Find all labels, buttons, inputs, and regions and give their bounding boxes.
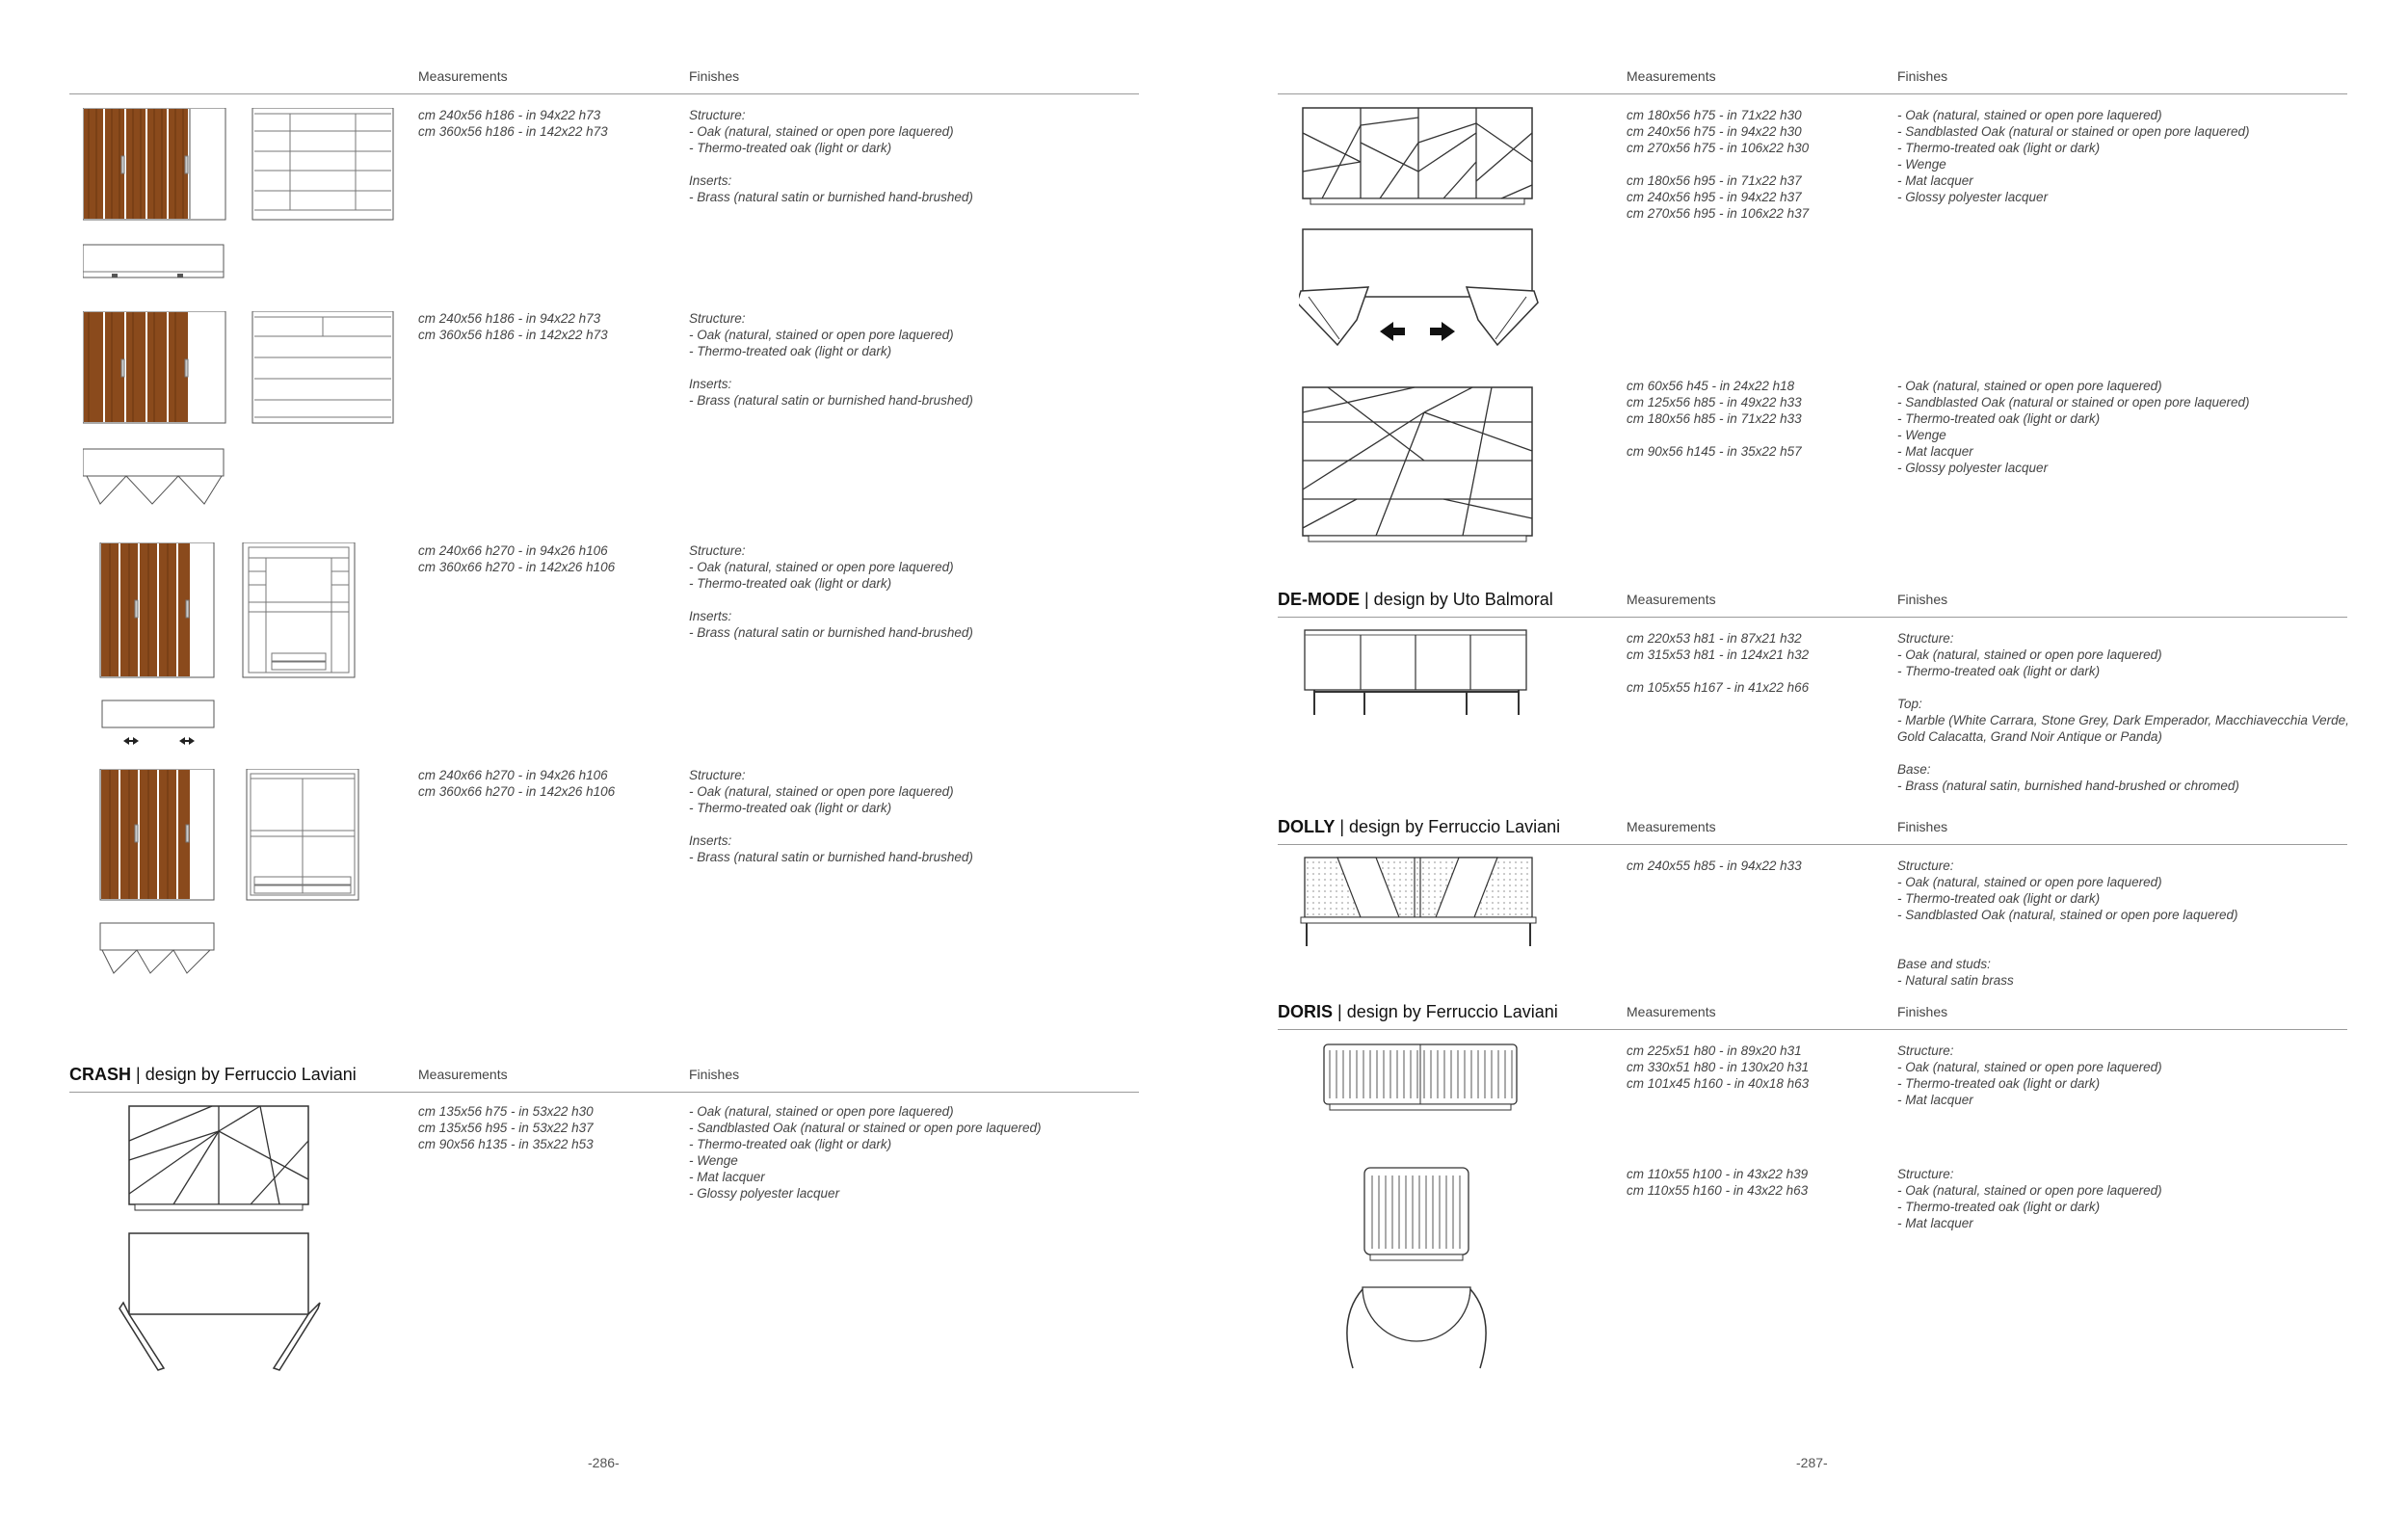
crash-measurements: cm 135x56 h75 - in 53x22 h30 cm 135x56 h95 - in 53x22 h37 cm 90x56 h135 - in 35x22 h53 xyxy=(418,1104,594,1151)
finishes-header: Finishes xyxy=(689,1067,740,1082)
wardrobe-drawing-4 xyxy=(96,769,385,979)
demode-designer: | design by Uto Balmoral xyxy=(1360,590,1553,609)
measurements-header: Measurements xyxy=(1627,819,1716,834)
doris-measurements-2: cm 110x55 h100 - in 43x22 h39 cm 110x55 h160 - in 43x22 h63 xyxy=(1627,1167,1809,1198)
doris-cabinet-drawing xyxy=(1334,1164,1507,1376)
doris-finishes-1: Structure: - Oak (natural, stained or open pore laquered) - Thermo-treated oak (light or dark) - Mat lacquer xyxy=(1897,1043,2162,1107)
header-rule xyxy=(69,93,1139,94)
measurements-header: Measurements xyxy=(1627,68,1716,84)
crash-cont-measurements-1: cm 180x56 h75 - in 71x22 h30 cm 240x56 h75 - in 94x22 h30 cm 270x56 h75 - in 106x22 h30 cm 180x56 h95 - in 71x22 h37 cm 240x56 h95 - in 94x22 h37 cm 270x56 h95 - in 106x22 h37 xyxy=(1627,108,1810,221)
dolly-title xyxy=(1278,817,1560,837)
wardrobe-drawing-3 xyxy=(96,542,385,750)
crash-dresser-drawing xyxy=(1299,383,1540,547)
measurements-header: Measurements xyxy=(418,68,508,84)
measurements-header: Measurements xyxy=(1627,592,1716,607)
finishes-header: Finishes xyxy=(1897,1004,1948,1019)
demode-finishes: Structure: - Oak (natural, stained or open pore laquered) - Thermo-treated oak (light or dark) Top: - Marble (White Carrara, Stone Grey, Dark Emperador, Macchiavecchia Verde, Gold Calacatta, Grand Noir Antique or Panda) Base: - Brass (natural satin, burnished hand-brushed or chromed) xyxy=(1897,631,2349,793)
measurements-header: Measurements xyxy=(1627,1004,1716,1019)
page-287 xyxy=(1204,0,2408,1532)
demode-measurements: cm 220x53 h81 - in 87x21 h32 cm 315x53 h81 - in 124x21 h32 cm 105x55 h167 - in 41x22 h66 xyxy=(1627,631,1810,695)
dolly-designer: | design by Ferruccio Laviani xyxy=(1335,817,1561,836)
crash-cont-measurements-2: cm 60x56 h45 - in 24x22 h18 cm 125x56 h85 - in 49x22 h33 cm 180x56 h85 - in 71x22 h33 cm 90x56 h145 - in 35x22 h57 xyxy=(1627,379,1802,459)
doris-name: DORIS xyxy=(1278,1002,1334,1021)
page-number-left: -286- xyxy=(588,1455,620,1470)
measurements-3: cm 240x66 h270 - in 94x26 h106 cm 360x66 h270 - in 142x26 h106 xyxy=(418,543,616,574)
finishes-header: Finishes xyxy=(1897,68,1948,84)
doris-designer: | design by Ferruccio Laviani xyxy=(1333,1002,1558,1021)
measurements-1: cm 240x56 h186 - in 94x22 h73 cm 360x56 h186 - in 142x22 h73 xyxy=(418,108,608,139)
demode-title xyxy=(1278,590,1553,610)
crash-designer: | design by Ferruccio Laviani xyxy=(131,1065,357,1084)
crash-cont-finishes-2: - Oak (natural, stained or open pore laquered) - Sandblasted Oak (natural or stained or open pore laquered) - Thermo-treated oak (light or dark) - Wenge - Mat lacquer - Glossy polyester lacquer xyxy=(1897,379,2250,475)
finishes-header: Finishes xyxy=(1897,819,1948,834)
finishes-1: Structure: - Oak (natural, stained or open pore laquered) - Thermo-treated oak (light or dark) Inserts: - Brass (natural satin or burnished hand-brushed) xyxy=(689,108,973,204)
crash-name: CRASH xyxy=(69,1065,132,1084)
crash-rule xyxy=(69,1092,1139,1093)
crash-cont-finishes-1: - Oak (natural, stained or open pore laquered) - Sandblasted Oak (natural or stained or open pore laquered) - Thermo-treated oak (light or dark) - Wenge - Mat lacquer - Glossy polyester lacquer xyxy=(1897,108,2250,204)
doris-measurements-1: cm 225x51 h80 - in 89x20 h31 cm 330x51 h80 - in 130x20 h31 cm 101x45 h160 - in 40x18 h63 xyxy=(1627,1043,1810,1091)
finishes-header: Finishes xyxy=(689,68,740,84)
wardrobe-drawing-1 xyxy=(83,108,401,286)
page-number-right: -287- xyxy=(1796,1455,1828,1470)
dolly-drawing xyxy=(1299,854,1540,950)
finishes-4: Structure: - Oak (natural, stained or open pore laquered) - Thermo-treated oak (light or dark) Inserts: - Brass (natural satin or burnished hand-brushed) xyxy=(689,768,973,864)
measurements-header: Measurements xyxy=(418,1067,508,1082)
crash-finishes: - Oak (natural, stained or open pore laquered) - Sandblasted Oak (natural or stained or open pore laquered) - Thermo-treated oak (light or dark) - Wenge - Mat lacquer - Glossy polyester lacquer xyxy=(689,1104,1042,1201)
doris-rule xyxy=(1278,1029,2347,1030)
doris-sideboard-drawing xyxy=(1320,1041,1522,1116)
wardrobe-drawing-2 xyxy=(83,311,401,514)
dolly-finishes: Structure: - Oak (natural, stained or open pore laquered) - Thermo-treated oak (light or dark) - Sandblasted Oak (natural, stained or open pore laquered) Base and studs: - Natural satin brass xyxy=(1897,858,2238,988)
header-rule xyxy=(1278,93,2347,94)
finishes-3: Structure: - Oak (natural, stained or open pore laquered) - Thermo-treated oak (light or dark) Inserts: - Brass (natural satin or burnished hand-brushed) xyxy=(689,543,973,640)
dolly-measurements: cm 240x55 h85 - in 94x22 h33 xyxy=(1627,858,1802,873)
measurements-4: cm 240x66 h270 - in 94x26 h106 cm 360x66 h270 - in 142x26 h106 xyxy=(418,768,616,799)
crash-drawing xyxy=(116,1102,328,1374)
demode-name: DE-MODE xyxy=(1278,590,1360,609)
finishes-2: Structure: - Oak (natural, stained or open pore laquered) - Thermo-treated oak (light or dark) Inserts: - Brass (natural satin or burnished hand-brushed) xyxy=(689,311,973,408)
doris-title xyxy=(1278,1002,1558,1022)
crash-sideboard-drawing xyxy=(1299,104,1540,353)
demode-rule xyxy=(1278,617,2347,618)
measurements-2: cm 240x56 h186 - in 94x22 h73 cm 360x56 h186 - in 142x22 h73 xyxy=(418,311,608,342)
doris-finishes-2: Structure: - Oak (natural, stained or open pore laquered) - Thermo-treated oak (light or dark) - Mat lacquer xyxy=(1897,1167,2162,1230)
dolly-rule xyxy=(1278,844,2347,845)
crash-title xyxy=(69,1065,357,1085)
demode-drawing xyxy=(1301,626,1532,719)
dolly-name: DOLLY xyxy=(1278,817,1336,836)
finishes-header: Finishes xyxy=(1897,592,1948,607)
